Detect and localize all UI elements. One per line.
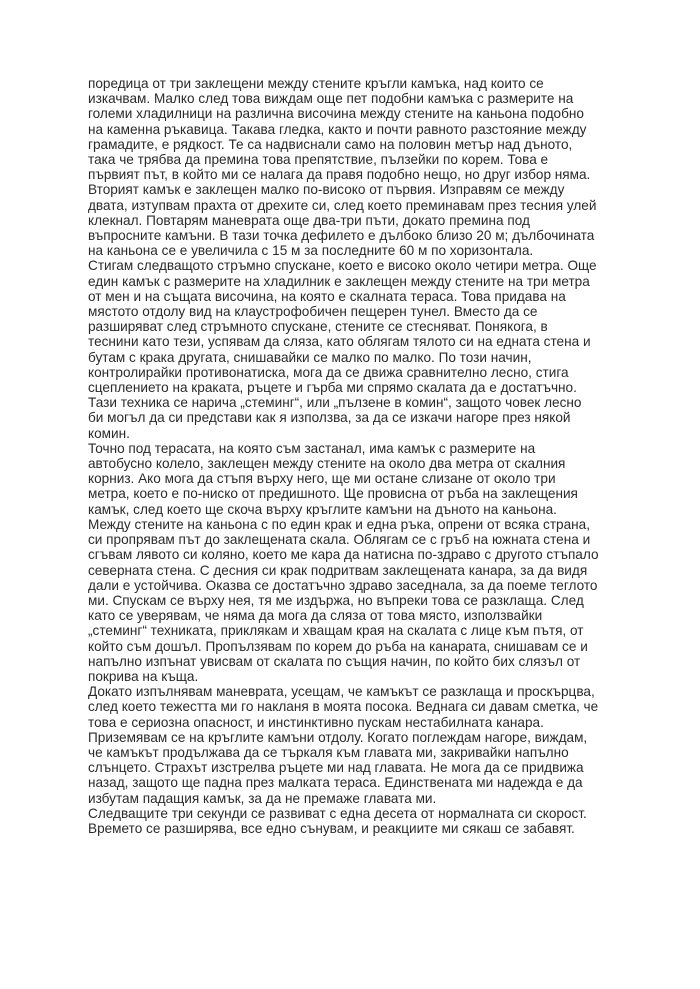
text-line: теснини като тези, успявам да сляза, като облягам тялото си на едната стена и [88, 334, 591, 350]
paragraph [88, 684, 618, 806]
text-line: автобусно колело, заклещен между стените на около два метра от скалния [88, 456, 566, 472]
text-line: Следващите три секунди се развиват с една десета от нормалната си скорост. [88, 805, 587, 821]
body-text [88, 76, 618, 836]
text-line: избутам падащия камък, за да не премаже главата ми. [88, 790, 437, 806]
text-line: Стигам следващото стръмно спускане, което е високо около четири метра. Още [88, 258, 597, 274]
text-line: слънцето. Страхът изстрелва ръцете ми над главата. Не мога да се придвижа [88, 760, 584, 776]
text-line: назад, защото ще падна през малката тераса. Единствената ми надежда е да [88, 775, 583, 791]
paragraph [88, 76, 618, 258]
text-line: корниз. Ако мога да стъпя върху него, ще ми остане слизане от около три [88, 471, 556, 487]
text-line: като се уверявам, че няма да мога да сляза от това място, използвайки [88, 608, 543, 624]
text-line: на каменна ръкавица. Такава гледка, както и почти равното разстояние между [88, 121, 587, 137]
text-line: сцеплението на краката, ръцете и гърба ми спрямо скалата да е достатъчно. [88, 380, 577, 396]
text-line: мястото отдолу вид на клаустрофобичен пещерен тунел. Вместо да се [88, 304, 538, 320]
text-line: поредица от три заклещени между стените кръгли камъка, над които се [88, 76, 544, 91]
text-line: двата, изтупвам прахта от дрехите си, след което преминавам през тесния улей [88, 197, 597, 213]
text-line: големи хладилници на различна височина между стените на каньона подобно [88, 106, 584, 122]
text-line: Времето се разширява, все едно сънувам, и реакциите ми сякаш се забавят. [88, 820, 575, 836]
text-line: след което тежестта ми го накланя в моята посока. Веднага си давам сметка, че [88, 699, 599, 715]
paragraph [88, 806, 618, 836]
text-line: сгъвам лявото си коляно, което ме кара да натисна по-здраво с другото стъпало [88, 547, 599, 563]
text-line: бутам с крака другата, снишавайки се малко по малко. По този начин, [88, 349, 532, 365]
text-line: ми. Спускам се върху нея, тя ме издържа, но въпреки това се разклаща. След [88, 592, 584, 608]
text-line: който съм дошъл. Пропълзявам по корем до ръба на канарата, снишавам се и [88, 638, 588, 654]
text-line: Точно под терасата, на която съм застанал, има камък с размерите на [88, 440, 536, 456]
text-line: северната стена. С десния си крак подритвам заклещената канара, за да видя [88, 562, 588, 578]
text-line: Докато изпълнявам маневрата, усещам, че камъкът се разклаща и проскърцва, [88, 684, 595, 700]
text-line: Приземявам се на кръглите камъни отдолу. Когато поглеждам нагоре, виждам, [88, 729, 588, 745]
text-line: Тази техника се нарича „стеминг“, или „пълзене в комин“, защото човек лесно [88, 395, 582, 411]
text-line: „стеминг“ техниката, приклякам и хващам края на скалата с лице към пътя, от [88, 623, 584, 639]
text-line: напълно изпънат увисвам от скалата по същия начин, по който бих слязъл от [88, 653, 581, 669]
text-line: покрива на къща. [88, 668, 199, 684]
text-line: комин. [88, 425, 130, 441]
text-line: изкачвам. Малко след това виждам още пет подобни камъка с размерите на [88, 91, 574, 107]
text-line: въпросните камъни. В тази точка дефилето е дълбоко близо 20 м; дълбочината [88, 228, 595, 244]
paragraph [88, 441, 618, 684]
text-line: че камъкът продължава да се търкаля към главата ми, закривайки напълно [88, 744, 569, 760]
text-line: на каньона се е увеличила с 15 м за последните 60 м по хоризонтала. [88, 243, 534, 259]
text-line: дали е устойчива. Оказва се достатъчно здраво заседнала, за да поеме теглото [88, 577, 598, 593]
paragraph [88, 258, 618, 440]
text-line: клекнал. Повтарям маневрата още два-три пъти, докато премина под [88, 212, 530, 228]
text-line: грамадите, е рядкост. Те са надвиснали само на половин метър над дъното, [88, 136, 573, 152]
text-line: би могъл да си представи как я използва, за да се изкачи нагоре през някой [88, 410, 571, 426]
text-line: това е сериозна опасност, и инстинктивно пускам нестабилната канара. [88, 714, 544, 730]
text-line: Между стените на каньона с по един крак и една ръка, опрени от всяка страна, [88, 516, 591, 532]
text-line: от мен и на същата височина, на която е скалната тераса. Това придава на [88, 288, 566, 304]
text-line: контролирайки противонатиска, мога да се движа сравнително лесно, стига [88, 364, 569, 380]
text-line: камък, след което ще скоча върху кръглите камъни на дъното на каньона. [88, 501, 557, 517]
text-line: си пропрявам път до заклещената скала. Облягам се с гръб на южната стена и [88, 532, 591, 548]
text-line: първият път, в който ми се налага да правя подобно нещо, но друг избор няма. [88, 167, 591, 183]
text-line: един камък с размерите на хладилник е заклещен между стените на три метра [88, 273, 590, 289]
text-line: така че трябва да премина това препятствие, пълзейки по корем. Това е [88, 152, 549, 168]
text-line: Вторият камък е заклещен малко по-високо от първия. Изправям се между [88, 182, 565, 198]
text-line: метра, което е по-ниско от предишното. Ще провисна от ръба на заклещения [88, 486, 578, 502]
text-line: разширяват след стръмното спускане, стените се стесняват. Понякога, в [88, 319, 548, 335]
